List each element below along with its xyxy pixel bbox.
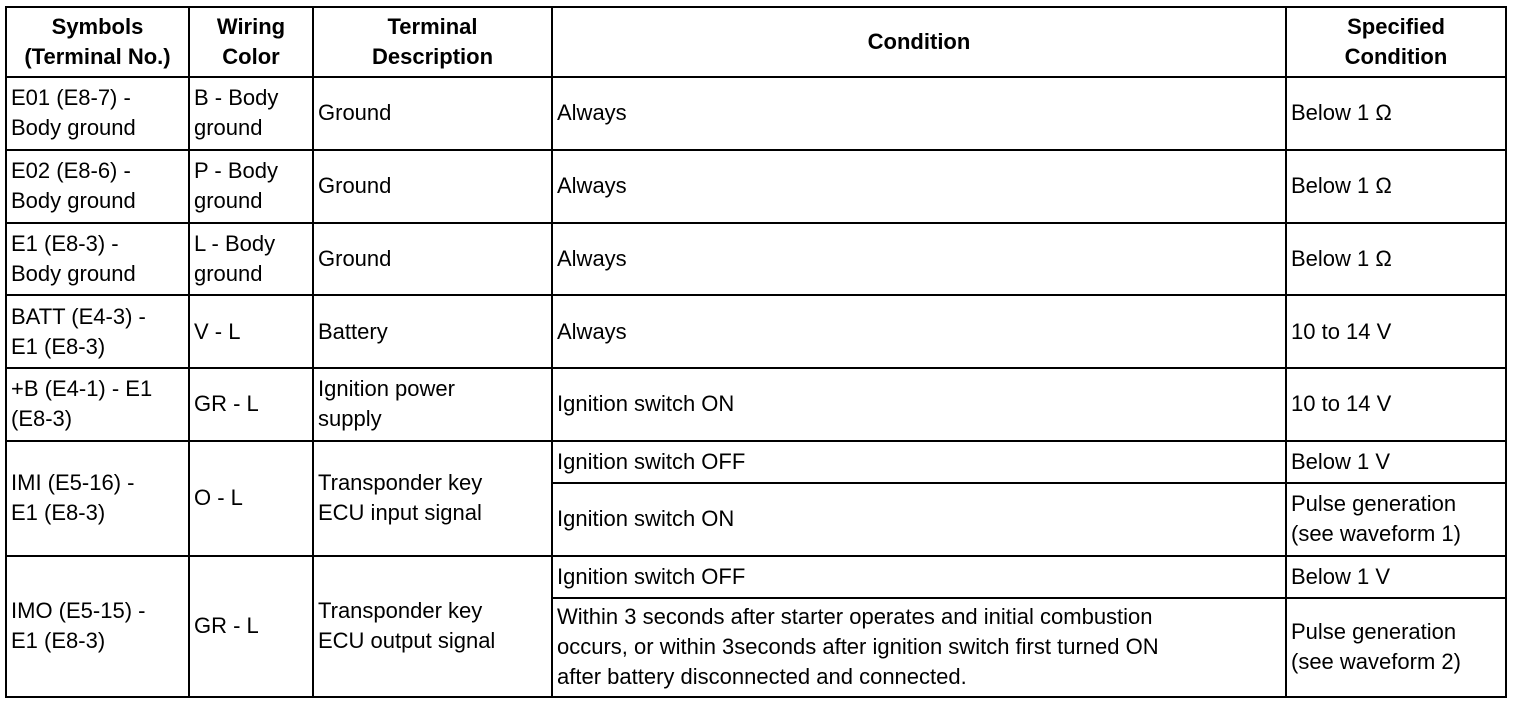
cell-specified: 10 to 14 V xyxy=(1286,295,1506,368)
cell-condition: Ignition switch ON xyxy=(552,368,1286,441)
cell-symbols: IMI (E5-16) - E1 (E8-3) xyxy=(6,441,189,556)
cell-specified: Below 1 Ω xyxy=(1286,223,1506,296)
table-row xyxy=(6,223,1506,296)
cell-terminal: Ground xyxy=(313,77,552,150)
cell-wiring: GR - L xyxy=(189,368,313,441)
cell-wiring: L - Body ground xyxy=(189,223,313,296)
header-symbols: Symbols (Terminal No.) xyxy=(6,7,189,77)
cell-specified: Below 1 Ω xyxy=(1286,150,1506,223)
cell-specified: Pulse generation (see waveform 2) xyxy=(1286,598,1506,697)
cell-condition: Always xyxy=(552,295,1286,368)
table-row xyxy=(6,368,1506,441)
header-condition: Condition xyxy=(552,7,1286,77)
cell-condition: Ignition switch OFF xyxy=(552,441,1286,483)
cell-wiring: O - L xyxy=(189,441,313,556)
table-row xyxy=(6,441,1506,483)
cell-condition: Ignition switch OFF xyxy=(552,556,1286,598)
header-row xyxy=(6,7,1506,77)
table-row xyxy=(6,295,1506,368)
cell-condition: Within 3 seconds after starter operates and initial combustion occurs, or within 3seconds after ignition switch first turned ON after battery disconnected and connected. xyxy=(552,598,1286,697)
cell-symbols: IMO (E5-15) - E1 (E8-3) xyxy=(6,556,189,697)
cell-specified: Below 1 V xyxy=(1286,441,1506,483)
cell-terminal: Ground xyxy=(313,150,552,223)
cell-condition: Always xyxy=(552,77,1286,150)
cell-condition: Always xyxy=(552,150,1286,223)
header-terminal-description: Terminal Description xyxy=(313,7,552,77)
cell-specified: Below 1 Ω xyxy=(1286,77,1506,150)
table-row xyxy=(6,556,1506,598)
terminal-spec-table xyxy=(5,6,1507,698)
header-wiring-color: Wiring Color xyxy=(189,7,313,77)
cell-symbols: E02 (E8-6) - Body ground xyxy=(6,150,189,223)
cell-terminal: Ignition power supply xyxy=(313,368,552,441)
cell-wiring: GR - L xyxy=(189,556,313,697)
cell-symbols: E1 (E8-3) - Body ground xyxy=(6,223,189,296)
table-row xyxy=(6,150,1506,223)
cell-terminal: Transponder key ECU input signal xyxy=(313,441,552,556)
cell-terminal: Transponder key ECU output signal xyxy=(313,556,552,697)
cell-wiring: V - L xyxy=(189,295,313,368)
table-row xyxy=(6,77,1506,150)
cell-wiring: P - Body ground xyxy=(189,150,313,223)
cell-symbols: +B (E4-1) - E1 (E8-3) xyxy=(6,368,189,441)
cell-terminal: Battery xyxy=(313,295,552,368)
cell-specified: 10 to 14 V xyxy=(1286,368,1506,441)
cell-specified: Below 1 V xyxy=(1286,556,1506,598)
cell-specified: Pulse generation (see waveform 1) xyxy=(1286,483,1506,556)
cell-wiring: B - Body ground xyxy=(189,77,313,150)
cell-condition: Always xyxy=(552,223,1286,296)
cell-symbols: E01 (E8-7) - Body ground xyxy=(6,77,189,150)
cell-terminal: Ground xyxy=(313,223,552,296)
cell-symbols: BATT (E4-3) - E1 (E8-3) xyxy=(6,295,189,368)
cell-condition: Ignition switch ON xyxy=(552,483,1286,556)
header-specified-condition: Specified Condition xyxy=(1286,7,1506,77)
